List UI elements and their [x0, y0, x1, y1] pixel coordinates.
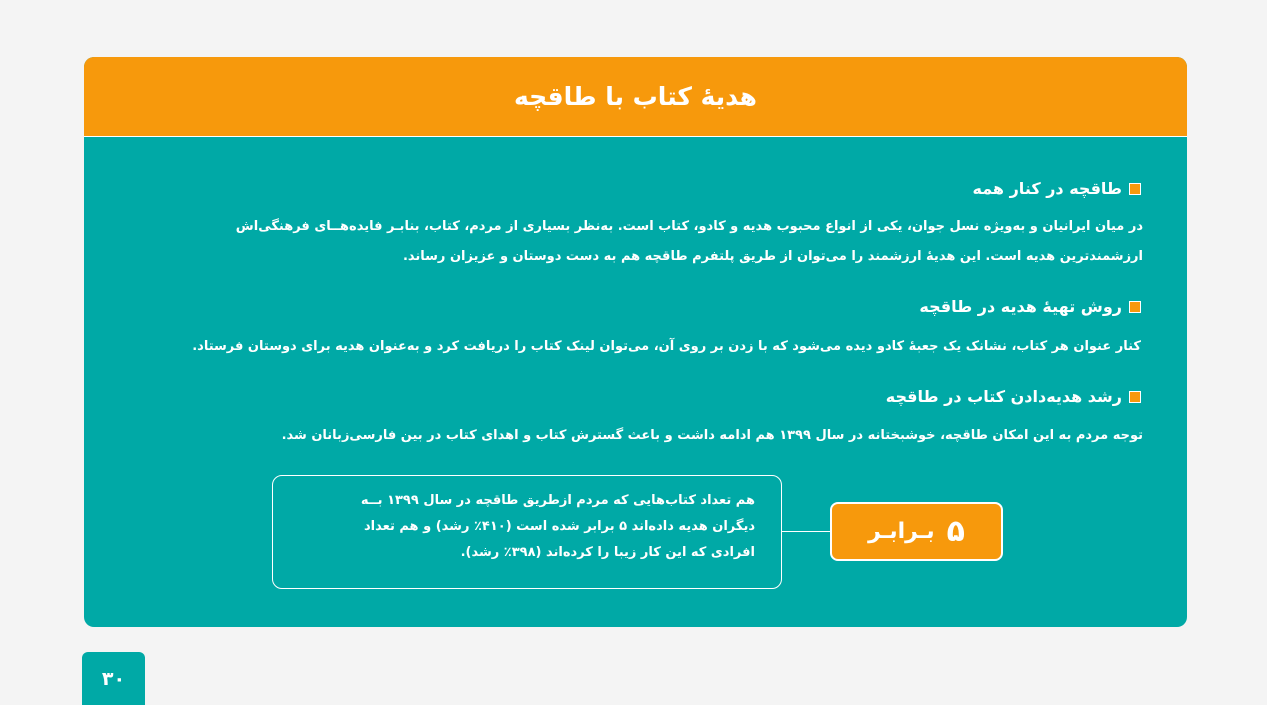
section-paragraph-1 [110, 212, 1143, 272]
section-heading-text: روش تهیهٔ هدیه در طاقچه [919, 297, 1122, 316]
section-paragraph-2 [110, 332, 1141, 362]
callout-line: افرادی که این کار زیبا را کرده‌اند (۳۹۸٪ رشد). [460, 545, 755, 560]
section-paragraph-3 [110, 421, 1143, 451]
section-heading-2 [919, 297, 1141, 316]
badge-word: بـرابـر [868, 519, 935, 544]
square-bullet-icon [1129, 391, 1141, 403]
section-heading-text: طاقچه در کنار همه [972, 179, 1122, 198]
callout-box [272, 475, 782, 589]
card-title: هدیهٔ کتاب با طاقچه [514, 82, 757, 111]
paragraph-line: در میان ایرانیان و به‌ویژه نسل جوان، یکی از انواع محبوب هدیه و کادو، کتاب است. به‌نظر بسیاری از مردم، کتاب، بنابـر فایده‌هــای فرهنگی‌اش [235, 219, 1143, 234]
paragraph-line: ارزشمندترین هدیه است. این هدیهٔ ارزشمند را می‌توان از طریق پلتفرم طاقچه هم به دست دوستان و عزیزان رساند. [402, 249, 1143, 264]
multiplier-badge [830, 502, 1003, 561]
badge-number: ۵ [946, 514, 965, 549]
section-heading-3 [886, 387, 1141, 406]
paragraph-line: توجه مردم به این امکان طاقچه، خوشبختانه در سال ۱۳۹۹ هم ادامه داشت و باعث گسترش کتاب و اهدای کتاب در بین فارسی‌زبانان شد. [281, 428, 1143, 443]
page-number: ۳۰ [82, 652, 145, 705]
card-header [84, 57, 1187, 137]
callout-connector-line [782, 531, 830, 532]
section-heading-1 [973, 179, 1142, 198]
section-heading-text: رشد هدیه‌دادن کتاب در طاقچه [885, 387, 1122, 406]
square-bullet-icon [1129, 301, 1141, 313]
callout-line: هم تعداد کتاب‌هایی که مردم ازطریق طاقچه در سال ۱۳۹۹ بــه [360, 493, 755, 508]
paragraph-line: کنار عنوان هر کتاب، نشانک یک جعبهٔ کادو دیده می‌شود که با زدن بر روی آن، می‌توان لینک کتاب را دریافت کرد و به‌عنوان هدیه برای دوستان فرستاد. [192, 339, 1141, 354]
callout-line: دیگران هدیه داده‌اند ۵ برابر شده است (۴۱۰٪ رشد) و هم تعداد [363, 519, 755, 534]
square-bullet-icon [1129, 183, 1141, 195]
